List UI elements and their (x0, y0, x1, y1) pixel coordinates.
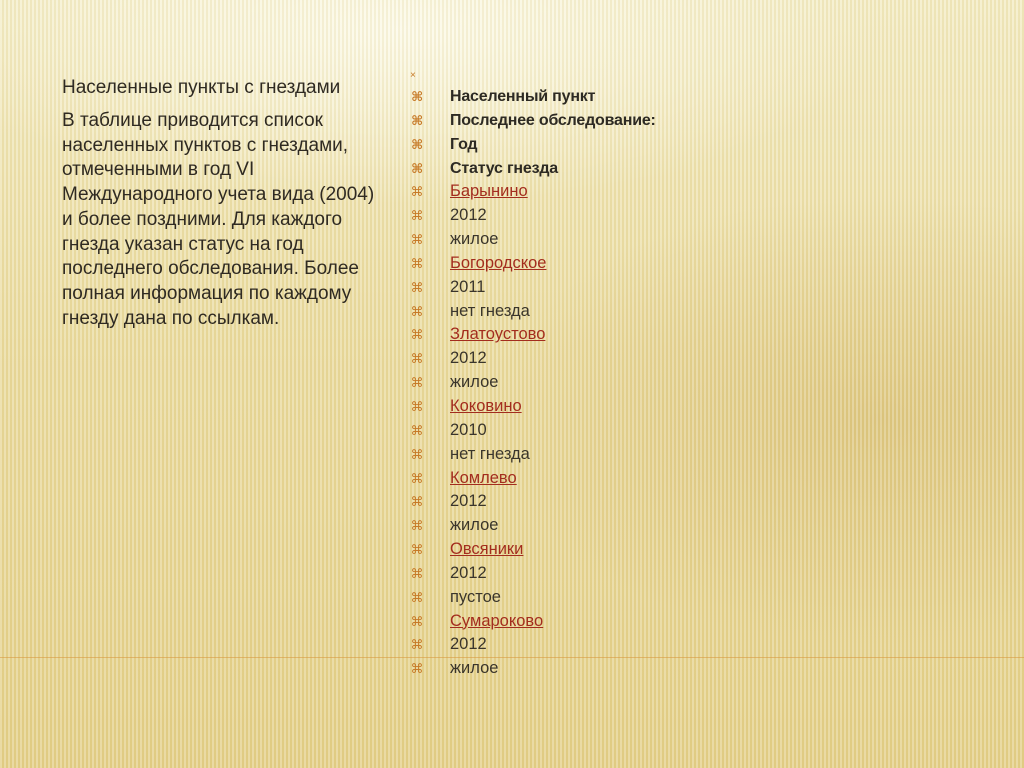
list-item-year: ⌘ 2012 (410, 490, 810, 514)
x-mark-icon: × (410, 70, 416, 81)
x-mark-icon: ⌘ (410, 565, 424, 581)
list-header-last-survey: ⌘ Последнее обследование: (410, 109, 810, 133)
section-description: В таблице приводится список населенных пунктов с гнездами, отмеченными в год VI Международного учета вида (2004) и более поздними. Для каждого гнезда указан статус на год последнего обследования. Более полная информация по каждому гнезду дана по ссылкам. (62, 110, 375, 329)
x-mark-icon: ⌘ (410, 208, 424, 224)
list-item-status: ⌘ жилое (410, 371, 810, 395)
x-mark-icon: ⌘ (410, 589, 424, 605)
list-item-status: ⌘ нет гнезда (410, 300, 810, 324)
place-link[interactable]: Сумароково (450, 611, 544, 630)
list-item-status: ⌘ жилое (410, 228, 810, 252)
x-mark-icon: ⌘ (410, 446, 424, 462)
list-item-place[interactable] (410, 323, 810, 347)
x-mark-icon: ⌘ (410, 184, 424, 200)
list-item-status: ⌘ пустое (410, 586, 810, 610)
list-item-year: ⌘ 2012 (410, 347, 810, 371)
x-mark-icon: ⌘ (411, 89, 423, 104)
list-item-place[interactable] (410, 467, 810, 491)
list-header-place: ⌘ Населенный пункт (410, 85, 810, 109)
x-mark-icon: ⌘ (410, 351, 424, 367)
x-mark-icon: ⌘ (410, 470, 424, 486)
list-item-place[interactable] (410, 538, 810, 562)
list-item-place[interactable] (410, 252, 810, 276)
x-mark-icon: ⌘ (410, 375, 424, 391)
list-item-year: ⌘ 2011 (410, 276, 810, 300)
place-link[interactable]: Овсяники (450, 540, 524, 559)
x-mark-icon: ⌘ (411, 136, 423, 152)
x-mark-icon: ⌘ (410, 327, 424, 343)
section-title: Населенные пункты с гнездами (62, 77, 341, 98)
x-mark-icon: ⌘ (410, 279, 424, 295)
list-item-year: ⌘ 2010 (410, 419, 810, 443)
place-link[interactable]: Златоустово (450, 325, 546, 344)
list-item-year: ⌘ 2012 (410, 562, 810, 586)
list-item-status: ⌘ жилое (410, 514, 810, 538)
x-mark-icon: ⌘ (410, 518, 424, 534)
list-item-place[interactable] (410, 395, 810, 419)
list-item-place[interactable] (410, 180, 810, 204)
list-item-year: ⌘ 2012 (410, 204, 810, 228)
x-mark-icon: ⌘ (410, 661, 424, 677)
list-header-year: ⌘ Год (410, 133, 810, 157)
list-item-status: ⌘ жилое (410, 657, 810, 681)
x-mark-icon: ⌘ (410, 494, 424, 510)
nest-list (410, 72, 810, 681)
list-item-place[interactable] (410, 610, 810, 634)
x-mark-icon: ⌘ (410, 542, 424, 558)
x-mark-icon: ⌘ (410, 613, 424, 629)
x-mark-icon: ⌘ (410, 637, 424, 653)
place-link[interactable]: Комлево (450, 468, 517, 487)
x-mark-icon: ⌘ (411, 160, 423, 176)
list-item-status: ⌘ нет гнезда (410, 443, 810, 467)
place-link[interactable]: Барынино (450, 182, 528, 201)
x-mark-icon: ⌘ (411, 112, 423, 128)
list-header-status: ⌘ Статус гнезда (410, 157, 810, 181)
x-mark-icon: ⌘ (410, 398, 424, 414)
x-mark-icon: ⌘ (410, 303, 424, 319)
place-link[interactable]: Богородское (450, 253, 547, 272)
x-mark-icon: ⌘ (410, 232, 424, 248)
x-mark-icon: ⌘ (410, 255, 424, 271)
x-mark-icon: ⌘ (410, 422, 424, 438)
place-link[interactable]: Коковино (450, 396, 522, 415)
list-item-year: ⌘ 2012 (410, 633, 810, 657)
